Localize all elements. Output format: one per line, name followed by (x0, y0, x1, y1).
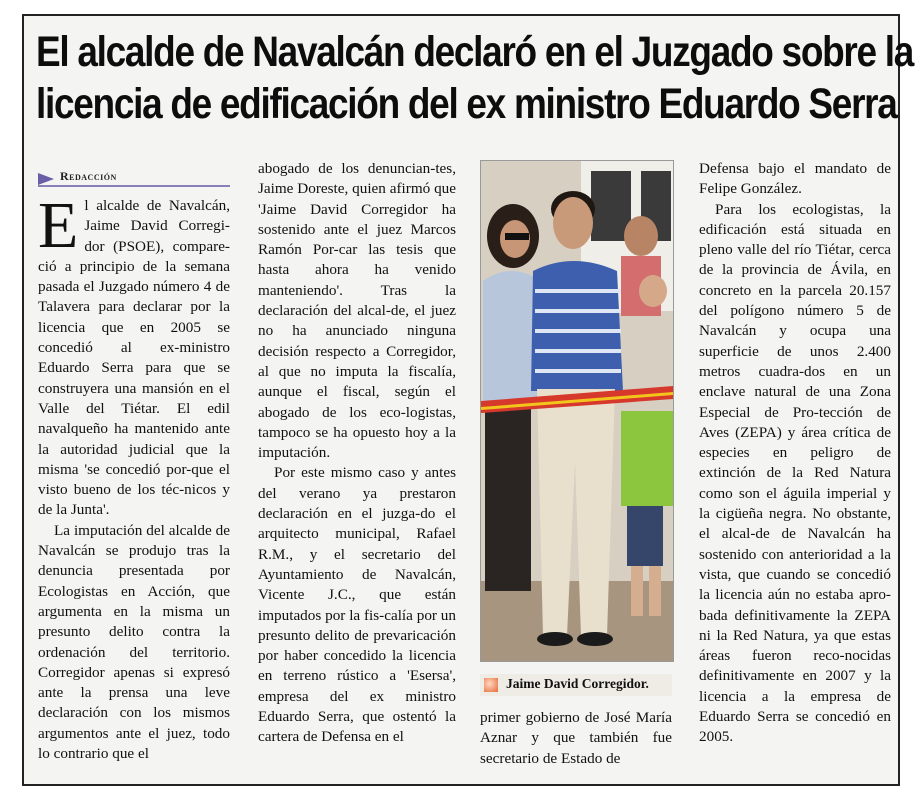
paragraph-text: l alcalde de Navalcán, Jaime David Corregi-dor (PSOE), compare-ció a principio de la semana pasada el Juzgado número 4 de Talavera para declarar por la licencia que en 2005 se concedió al ex-ministro Eduardo Serra para que se construyera una mansión en el Valle del Tiétar. El edil navalqueño ha mantenido ante la autoridad judicial que la misma 'se concedió por-que el visto bueno de los téc-nicos y de la Junta'. (38, 197, 230, 519)
caption-text: Jaime David Corregidor. (506, 676, 649, 691)
headline-line-1: El alcalde de Navalcán declaró en el Juzgado sobre la (36, 28, 914, 76)
photo-illustration (481, 161, 673, 661)
byline-text: Redacción (60, 169, 117, 183)
column-3-bottom (480, 708, 672, 769)
paragraph: Por este mismo caso y antes del verano ya prestaron declaración en el juzga-do el arquitecto municipal, Rafael R.M., y el secretario del Ayuntamiento de Navalcán, Vicente J.C., que están imputados por la fis-calía por un presunto delito de prevaricación por haber concedido la licencia en terreno rústico a 'Esersa', empresa del ex ministro Eduardo Serra, que ostentó la cartera de Defensa en el (258, 464, 456, 746)
paragraph: Defensa bajo el mandato de Felipe González. (699, 160, 891, 198)
paragraph (38, 189, 230, 521)
paragraph: La imputación del alcalde de Navalcán se produjo tras la denuncia presentada por Ecologistas en Acción, que argumenta en la misma un presunto delito contra la ordenación del territorio. Corregidor apenas si expresó ante la prensa una leve declaración con los mismos argumentos ante el juez, todo lo contrario que el (38, 521, 230, 763)
paragraph: primer gobierno de José María Aznar y que también fue secretario de Estado de (480, 709, 672, 767)
photo-caption (480, 674, 672, 696)
byline (38, 169, 230, 187)
drop-cap: E (38, 189, 79, 262)
news-photo (480, 160, 674, 662)
byline-arrow-icon (38, 173, 54, 185)
caption-marker-icon (484, 678, 498, 692)
paragraph: Para los ecologistas, la edificación está situada en pleno valle del río Tiétar, cerca de la provincia de Ávila, en concreto en la parcela 20.157 del polígono número 5 de Navalcán y ocupa una superficie de unos 2.400 metros cuadra-dos en un enclave natural de una Zona Especial de Pro-tección de Aves (ZEPA) y área crítica de especies en peligro de extinción de la Red Natura como son el águila imperial y la cigüeña negra. No obstante, el alcal-de de Navalcán ha sostenido con anterioridad a la vista, que cuando se concedió la licencia aún no estaba apro-bada definitivamente la ZEPA ni la Red Natura, ya que estas áreas fueron reco-nocidas definitivamente en 2007 y la licencia a la empresa de Eduardo Serra se concedió en 2005. (699, 200, 891, 746)
column-1 (38, 189, 230, 764)
column-4 (699, 159, 891, 748)
headline-line-2: licencia de edificación del ex ministro Eduardo Serra (36, 80, 897, 128)
headline (36, 26, 914, 130)
column-2 (258, 159, 456, 748)
paragraph: abogado de los denuncian-tes, Jaime Doreste, quien afirmó que 'Jaime David Corregidor ha sostenido ante el juez Marcos Ramón Por-car las tesis que hasta ahora ha venido manteniendo'. Tras la declaración del alcal-de, el juez no ha anunciado ninguna decisión respecto a Corregidor, al que no imputa la fiscalía, aunque el fiscal, según el abogado de los eco-logistas, tampoco se ha opuesto hoy a la imputación. (258, 160, 456, 462)
